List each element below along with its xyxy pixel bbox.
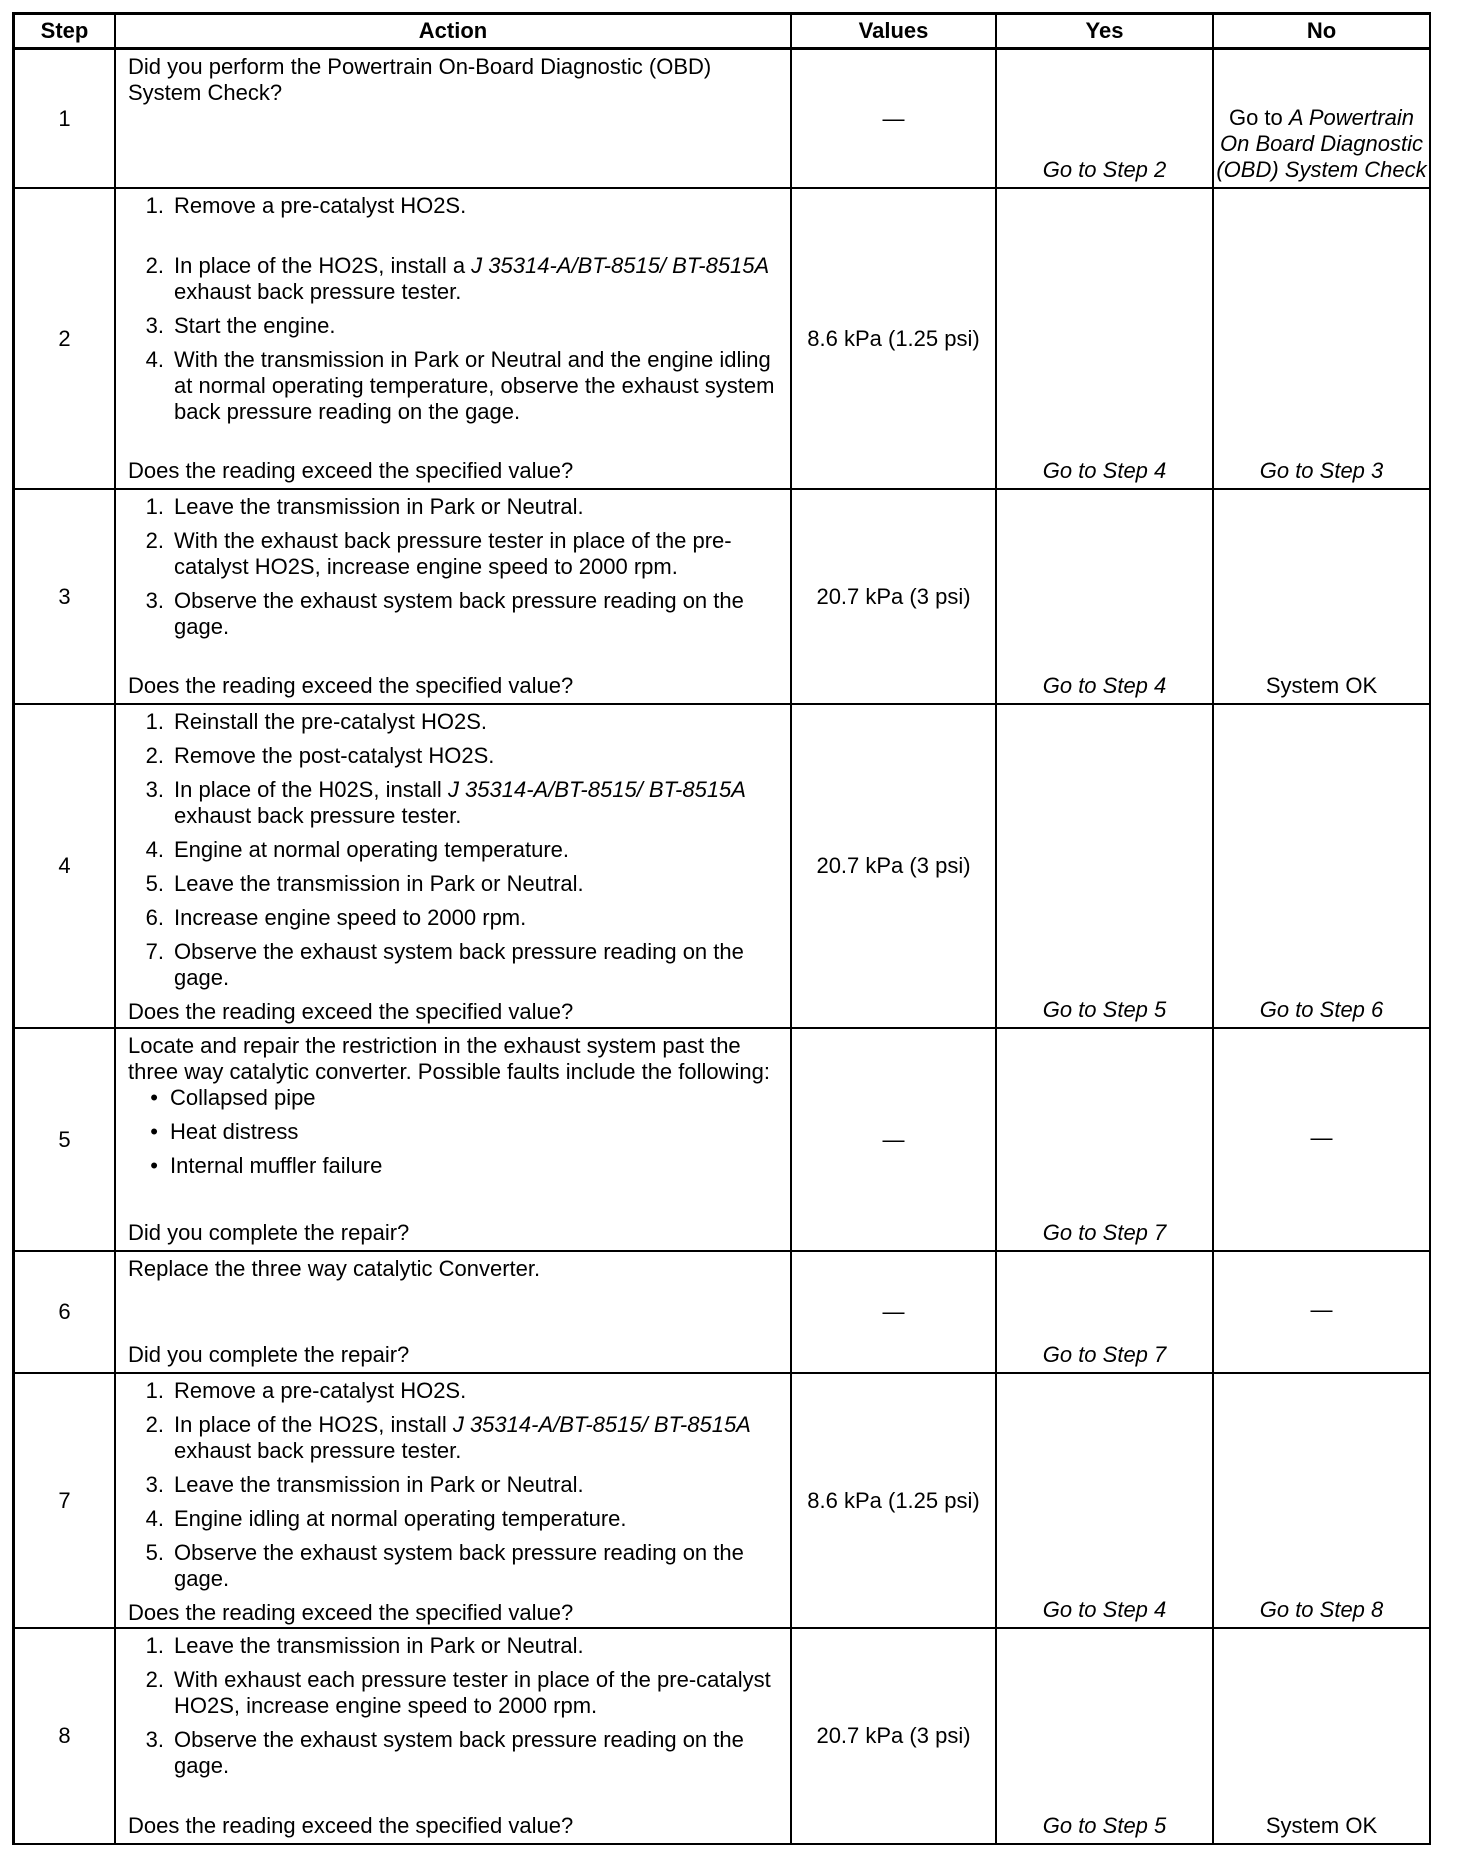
item-text-plain: Observe the exhaust system back pressure reading on the gage. [174, 939, 744, 990]
item-text-plain: Increase engine speed to 2000 rpm. [174, 905, 527, 930]
result-text [1043, 1220, 1167, 1246]
item-text-plain: Internal muffler failure [170, 1153, 383, 1178]
action-question: Did you complete the repair? [128, 1342, 410, 1367]
item-text [174, 193, 466, 219]
no-cell [1214, 1374, 1431, 1629]
value-cell: 20.7 kPa (3 psi) [792, 490, 997, 705]
item-text [174, 528, 780, 580]
result-text [1260, 997, 1384, 1023]
result-plain: System OK [1265, 673, 1378, 698]
item-text-plain: In place of the HO2S, install [174, 1412, 453, 1437]
action-item [128, 939, 780, 991]
result-text [1043, 1813, 1167, 1839]
no-cell [1214, 1252, 1431, 1374]
item-text [174, 905, 526, 931]
action-intro: Did you perform the Powertrain On-Board Diagnostic (OBD) System Check? [128, 54, 712, 105]
result-link: Go to Step 5 [1042, 997, 1167, 1022]
item-text [174, 1667, 780, 1719]
result-link: Go to Step 4 [1042, 673, 1167, 698]
action-question: Does the reading exceed the specified value? [128, 673, 574, 698]
header-step: Step [15, 15, 116, 50]
item-number: 3. [145, 1472, 164, 1497]
value-cell: 20.7 kPa (3 psi) [792, 1629, 997, 1845]
action-item [128, 837, 780, 863]
item-number: 4. [145, 347, 164, 372]
item-text [174, 1633, 584, 1659]
action-question: Does the reading exceed the specified value? [128, 999, 574, 1024]
item-text-plain: With the exhaust back pressure tester in place of the pre-catalyst HO2S, increase engine speed to 2000 rpm. [174, 528, 732, 579]
item-text-plain: Observe the exhaust system back pressure reading on the gage. [174, 1727, 744, 1778]
item-text-plain: Engine idling at normal operating temperature. [174, 1506, 627, 1531]
action-item [128, 253, 780, 305]
step-number: 4 [15, 705, 116, 1029]
no-cell [1214, 1629, 1431, 1845]
action-question: Does the reading exceed the specified value? [128, 1600, 574, 1625]
header-no: No [1214, 15, 1431, 50]
item-text-plain: Observe the exhaust system back pressure reading on the gage. [174, 1540, 744, 1591]
item-number: • [150, 1119, 158, 1144]
item-text [170, 1119, 298, 1145]
action-question: Does the reading exceed the specified value? [128, 458, 574, 483]
item-text-plain: Remove a pre-catalyst HO2S. [174, 1378, 467, 1403]
step-number: 7 [15, 1374, 116, 1629]
item-text-plain: Heat distress [170, 1119, 299, 1144]
action-cell [116, 189, 792, 490]
result-text [1311, 1125, 1333, 1151]
action-item [128, 743, 780, 769]
result-plain: Go to [1228, 105, 1289, 130]
result-link: A Powertrain On Board Diagnostic (OBD) System Check [1216, 105, 1427, 182]
value-cell: 20.7 kPa (3 psi) [792, 705, 997, 1029]
item-text-plain: Engine at normal operating temperature. [174, 837, 570, 862]
action-item [128, 1378, 780, 1404]
result-link: Go to Step 8 [1259, 1597, 1384, 1622]
item-text-plain: Remove the post-catalyst HO2S. [174, 743, 495, 768]
action-item [128, 528, 780, 580]
action-cell [116, 50, 792, 189]
action-item [128, 1540, 780, 1592]
yes-cell [997, 189, 1214, 490]
item-number: 2. [145, 743, 164, 768]
value-cell: 8.6 kPa (1.25 psi) [792, 1374, 997, 1629]
item-text [174, 347, 780, 425]
action-item [128, 777, 780, 829]
item-text-plain: Collapsed pipe [170, 1085, 316, 1110]
item-number: 3. [145, 1727, 164, 1752]
result-text [1043, 458, 1167, 484]
item-number: 1. [145, 1633, 164, 1658]
action-item [128, 1727, 780, 1779]
item-number: 5. [145, 871, 164, 896]
action-item [128, 1119, 780, 1145]
item-number: 1. [145, 1378, 164, 1403]
action-item [128, 1506, 780, 1532]
action-item [128, 313, 780, 339]
result-link: Go to Step 4 [1042, 1597, 1167, 1622]
step-number: 8 [15, 1629, 116, 1845]
action-item [128, 1633, 780, 1659]
result-text [1043, 1342, 1167, 1368]
action-question: Does the reading exceed the specified value? [128, 1813, 574, 1838]
item-text [174, 313, 335, 339]
result-plain: — [1310, 1124, 1333, 1150]
action-item [128, 1472, 780, 1498]
result-text [1043, 673, 1167, 699]
result-plain: — [1310, 1297, 1333, 1322]
item-number: • [150, 1085, 158, 1110]
item-text-plain: Start the engine. [174, 313, 336, 338]
action-item [128, 588, 780, 640]
yes-cell [997, 1029, 1214, 1252]
item-text-plain: exhaust back pressure tester. [174, 1438, 462, 1463]
action-cell [116, 1029, 792, 1252]
item-text [174, 837, 569, 863]
no-cell [1214, 189, 1431, 490]
item-number: 5. [145, 1540, 164, 1565]
item-text [174, 743, 494, 769]
item-number: 2. [145, 1412, 164, 1437]
result-plain: System OK [1265, 1813, 1378, 1838]
item-text [174, 1506, 627, 1532]
value-cell: — [792, 1029, 997, 1252]
item-number: 6. [145, 905, 164, 930]
result-text [1260, 1597, 1384, 1623]
result-link: Go to Step 7 [1042, 1342, 1167, 1367]
yes-cell [997, 490, 1214, 705]
action-item [128, 494, 780, 520]
value-cell: 8.6 kPa (1.25 psi) [792, 189, 997, 490]
step-number: 6 [15, 1252, 116, 1374]
action-cell [116, 1629, 792, 1845]
step-number: 5 [15, 1029, 116, 1252]
item-number: 1. [145, 709, 164, 734]
item-text [170, 1085, 316, 1111]
item-text-plain: In place of the HO2S, install a [174, 253, 472, 278]
result-text [1311, 1297, 1333, 1323]
item-text [174, 1472, 584, 1498]
item-number: 2. [145, 253, 164, 278]
item-text [174, 709, 487, 735]
item-text [174, 1540, 780, 1592]
action-item [128, 347, 780, 425]
header-action: Action [116, 15, 792, 50]
item-text [174, 1378, 466, 1404]
yes-cell [997, 1374, 1214, 1629]
yes-cell [997, 50, 1214, 189]
item-number: 3. [145, 777, 164, 802]
item-text-plain: Leave the transmission in Park or Neutral. [174, 494, 584, 519]
action-item [128, 1412, 780, 1464]
item-text [174, 494, 584, 520]
result-link: Go to Step 5 [1042, 1813, 1167, 1838]
item-text [174, 777, 780, 829]
action-question: Did you complete the repair? [128, 1220, 410, 1245]
item-text [174, 1727, 780, 1779]
item-number: 3. [145, 588, 164, 613]
header-values: Values [792, 15, 997, 50]
yes-cell [997, 705, 1214, 1029]
result-text [1043, 1597, 1167, 1623]
item-text-plain: exhaust back pressure tester. [174, 803, 462, 828]
item-text-plain: Reinstall the pre-catalyst HO2S. [174, 709, 488, 734]
item-text-plain: Leave the transmission in Park or Neutral. [174, 871, 584, 896]
step-number: 3 [15, 490, 116, 705]
action-cell [116, 1252, 792, 1374]
item-number: 1. [145, 494, 164, 519]
item-number: 4. [145, 837, 164, 862]
result-link: Go to Step 3 [1259, 458, 1384, 483]
action-cell [116, 1374, 792, 1629]
result-text [1043, 157, 1167, 183]
result-link: Go to Step 4 [1042, 458, 1167, 483]
action-item [128, 871, 780, 897]
no-cell [1214, 490, 1431, 705]
item-number: 7. [145, 939, 164, 964]
diagnostic-table [12, 12, 1431, 1845]
value-cell: — [792, 1252, 997, 1374]
result-link: Go to Step 7 [1042, 1220, 1167, 1245]
item-text [174, 939, 780, 991]
action-item [128, 709, 780, 735]
item-text-plain: Observe the exhaust system back pressure reading on the gage. [174, 588, 744, 639]
result-text [1266, 1813, 1377, 1839]
result-text [1260, 458, 1384, 484]
result-text [1266, 673, 1377, 699]
tool-reference: J 35314-A/BT-8515/ BT-8515A [447, 777, 746, 802]
item-text-plain: With exhaust each pressure tester in place of the pre-catalyst HO2S, increase engine speed to 2000 rpm. [174, 1667, 771, 1718]
item-text-plain: Leave the transmission in Park or Neutral. [174, 1633, 584, 1658]
action-intro: Replace the three way catalytic Converter. [128, 1256, 541, 1281]
yes-cell [997, 1629, 1214, 1845]
item-number: 3. [145, 313, 164, 338]
result-link: Go to Step 2 [1042, 157, 1167, 182]
step-number: 1 [15, 50, 116, 189]
step-number: 2 [15, 189, 116, 490]
result-text [1043, 997, 1167, 1023]
item-number: 2. [145, 528, 164, 553]
item-text [174, 253, 780, 305]
item-number: 4. [145, 1506, 164, 1531]
item-text-plain: In place of the H02S, install [174, 777, 448, 802]
item-text [170, 1153, 382, 1179]
action-item [128, 193, 780, 219]
action-intro: Locate and repair the restriction in the exhaust system past the three way catalytic converter. Possible faults include the following: [128, 1033, 770, 1084]
item-text-plain: Leave the transmission in Park or Neutral. [174, 1472, 584, 1497]
result-text [1214, 105, 1429, 183]
item-number: 1. [145, 193, 164, 218]
item-number: • [150, 1153, 158, 1178]
action-item [128, 1153, 780, 1179]
action-cell [116, 490, 792, 705]
tool-reference: J 35314-A/BT-8515/ BT-8515A [452, 1412, 751, 1437]
no-cell [1214, 1029, 1431, 1252]
result-link: Go to Step 6 [1259, 997, 1384, 1022]
tool-reference: J 35314-A/BT-8515/ BT-8515A [471, 253, 770, 278]
item-text-plain: exhaust back pressure tester. [174, 279, 462, 304]
item-text [174, 1412, 780, 1464]
yes-cell [997, 1252, 1214, 1374]
action-item [128, 1085, 780, 1111]
action-item [128, 1667, 780, 1719]
action-cell [116, 705, 792, 1029]
value-cell: — [792, 50, 997, 189]
item-text-plain: With the transmission in Park or Neutral and the engine idling at normal operating temperature, observe the exhaust system back pressure reading on the gage. [174, 347, 775, 424]
no-cell [1214, 705, 1431, 1029]
no-cell [1214, 50, 1431, 189]
item-text [174, 871, 584, 897]
item-text [174, 588, 780, 640]
header-yes: Yes [997, 15, 1214, 50]
item-text-plain: Remove a pre-catalyst HO2S. [174, 193, 467, 218]
action-item [128, 905, 780, 931]
item-number: 2. [145, 1667, 164, 1692]
